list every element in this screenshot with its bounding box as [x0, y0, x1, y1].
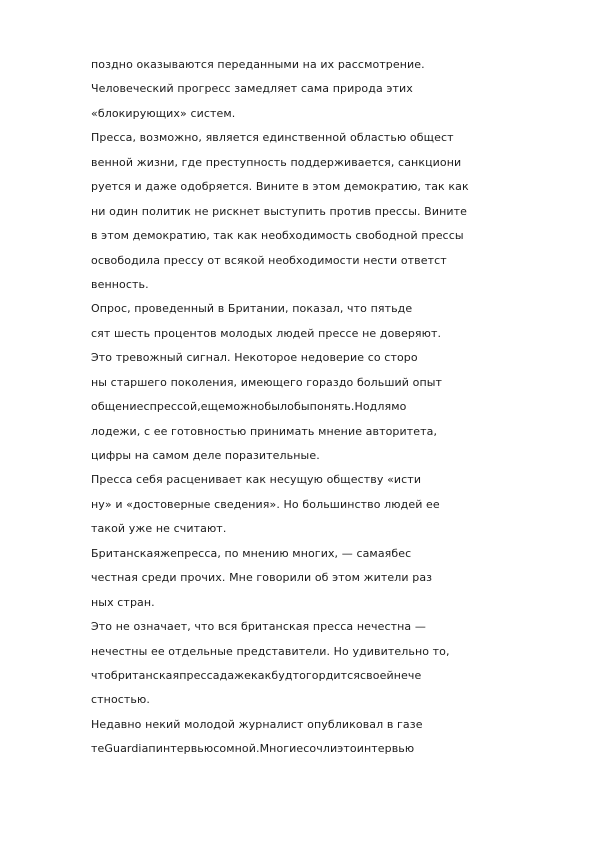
- text-line: цифры на самом деле поразительные.: [91, 449, 320, 462]
- text-line: ну» и «достоверные сведения». Но большинство людей ее: [91, 497, 440, 511]
- text-line: «блокирующих» систем.: [91, 106, 236, 120]
- text-line: поздно оказываются переданными на их рассмотрение.: [91, 58, 425, 71]
- text-line: Это тревожный сигнал. Некоторое недоверие со сторо: [91, 351, 418, 365]
- text-line: нечестны ее отдельные представители. Но удивительно то,: [91, 644, 450, 658]
- text-line: руется и даже одобряется. Вините в этом демократию, так как: [91, 180, 469, 194]
- text-line: Пресса себя расценивает как несущую обществу «исти: [91, 473, 422, 487]
- text-line: ных стран.: [91, 595, 155, 609]
- text-line: Недавно некий молодой журналист опубликовал в газе: [91, 717, 423, 731]
- text-line: честная среди прочих. Мне говорили об этом жители раз: [91, 571, 433, 585]
- text-line: сят шесть процентов молодых людей прессе не доверяют.: [91, 326, 442, 340]
- text-line: ни один политик не рискнет выступить против прессы. Вините: [91, 204, 467, 218]
- text-line: ны старшего поколения, имеющего гораздо больший опыт: [91, 375, 443, 389]
- text-line: стностью.: [91, 693, 150, 707]
- text-line: венной жизни, где преступность поддерживается, санкциони: [91, 155, 462, 169]
- body-text: [91, 55, 571, 764]
- text-line: теGuardiaпинтервьюсомной.Многиесочлиэтоинтервью: [91, 742, 415, 756]
- text-line: Пресса, возможно, является единственной областью общест: [91, 131, 454, 145]
- text-line: Это не означает, что вся британская пресса нечестна —: [91, 620, 426, 634]
- text-line: Человеческий прогресс замедляет сама природа этих: [91, 82, 413, 96]
- text-line: лодежи, с ее готовностью принимать мнение авторитета,: [91, 424, 438, 438]
- text-line: Опрос, проведенный в Британии, показал, что пятьде: [91, 302, 413, 316]
- text-line: Британскаяжепресса, по мнению многих, — самаябес: [91, 546, 412, 560]
- text-line: в этом демократию, так как необходимость свободной прессы: [91, 229, 464, 243]
- text-line: освободила прессу от всякой необходимости нести ответст: [91, 253, 447, 267]
- text-line: чтобританскаяпрессадажекакбудтогордитсясвоейнече: [91, 668, 422, 682]
- text-line: венность.: [91, 277, 149, 291]
- text-line: общениеспрессой,ещеможнобылобыпонять.Нодлямо: [91, 400, 407, 414]
- text-line: такой уже не считают.: [91, 522, 227, 536]
